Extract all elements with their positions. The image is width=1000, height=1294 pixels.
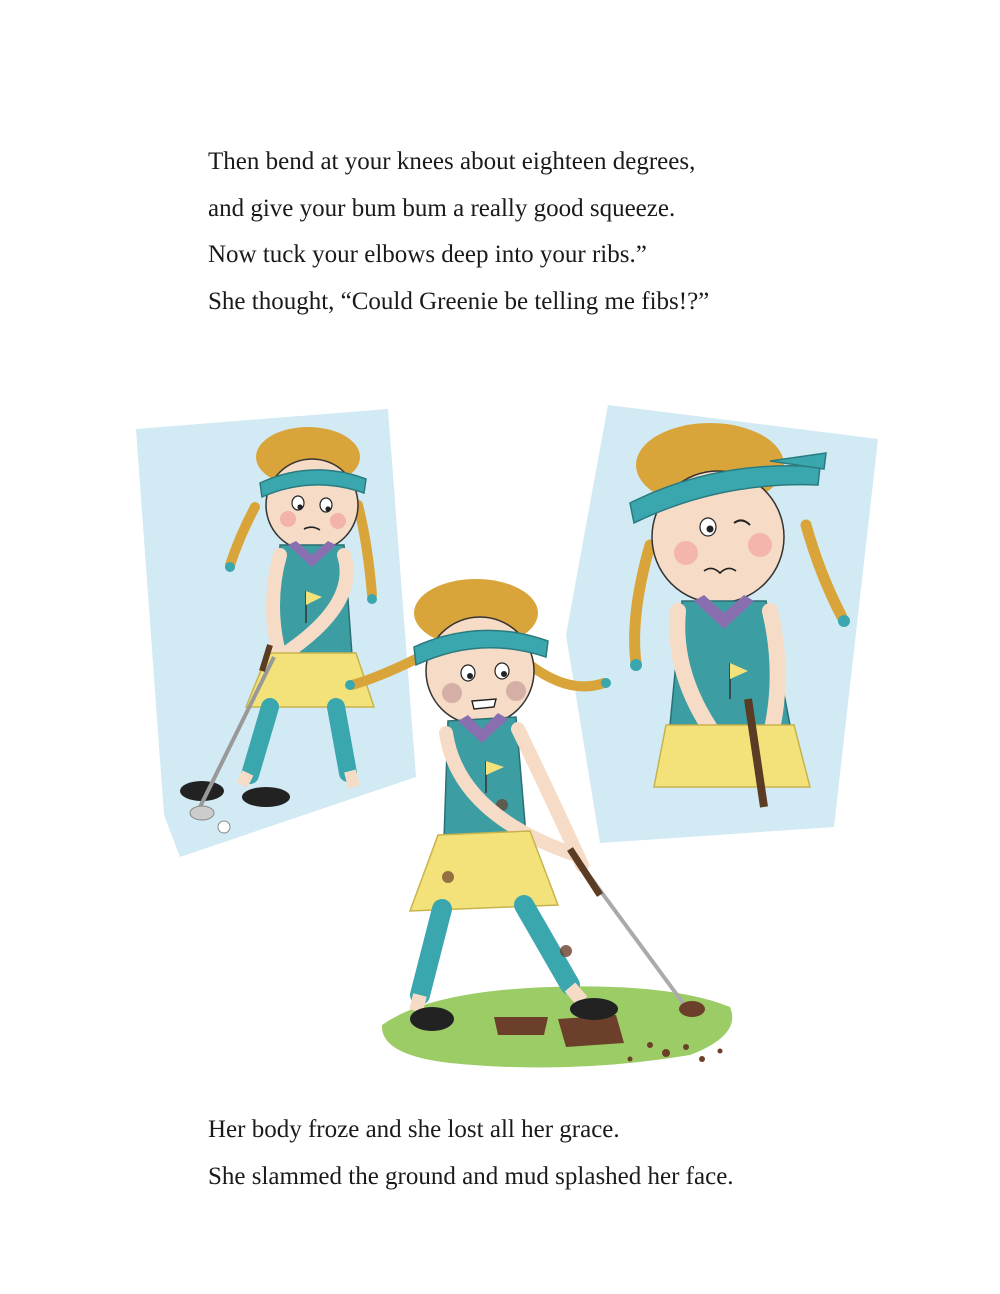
verse-line: She slammed the ground and mud splashed her face. [208, 1162, 734, 1190]
verse-top [208, 139, 709, 325]
verse-line: She thought, “Could Greenie be telling me fibs!?” [208, 287, 710, 315]
verse-line: Then bend at your knees about eighteen degrees, [208, 148, 696, 175]
verse-line: Now tuck your elbows deep into your ribs.” [208, 241, 647, 268]
verse-line: and give your bum bum a really good squeeze. [208, 194, 676, 222]
golf-girl-illustration [130, 395, 890, 1085]
verse-line: Her body froze and she lost all her grace. [208, 1116, 620, 1143]
verse-bottom [208, 1107, 734, 1200]
